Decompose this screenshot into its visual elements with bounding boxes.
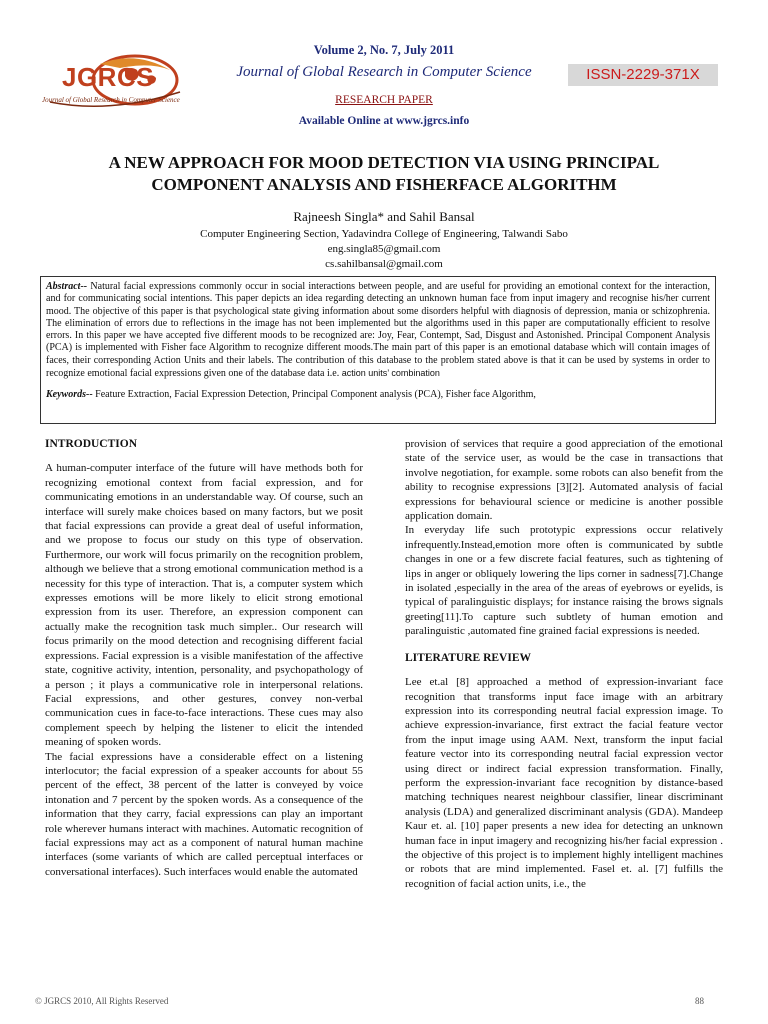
paper-title: A NEW APPROACH FOR MOOD DETECTION VIA USING PRINCIPAL COMPONENT ANALYSIS AND FISHERFACE ALGORITHM bbox=[108, 153, 660, 194]
email-1[interactable]: eng.singla85@gmail.com bbox=[327, 243, 441, 255]
abstract-label: Abstract-- bbox=[46, 281, 88, 292]
logo-wordmark: JGRCS bbox=[62, 62, 155, 92]
journal-header bbox=[0, 0, 768, 135]
keywords bbox=[46, 389, 710, 401]
intro-paragraph-3: provision of services that require a good appreciation of the emotional state of the service user, as would be the case in transactions that involve negotiation, for example. some robots can also benefit from the ability to recognise expressions [3][2]. Automated analysis of facial expressions for behavioural science or medicine is another possible application domain. bbox=[405, 438, 723, 523]
left-column bbox=[45, 437, 363, 879]
section-heading-introduction: INTRODUCTION bbox=[45, 438, 138, 450]
intro-paragraph-2: The facial expressions have a considerable effect on a listening interlocutor; the facial expression of a speaker accounts for about 55 percent of the effect, 38 percent of the latter is conveyed by voice intonation and 7 percent by the spoken words. As a consequence of the information that they carry, facial expressions can play an important role wherever humans interact with machines. Automatic recognition of facial expressions may act as a component of natural human machine interfaces (some variants of which are called perceptual interfaces or conversational interfaces). Such interfaces would enable the automated bbox=[45, 750, 363, 878]
abstract bbox=[46, 281, 710, 380]
email-2[interactable]: cs.sahilbansal@gmail.com bbox=[325, 258, 443, 270]
paper-type: RESEARCH PAPER bbox=[335, 94, 433, 106]
right-column bbox=[405, 437, 723, 891]
section-heading-literature-review: LITERATURE REVIEW bbox=[405, 651, 531, 664]
paper-authors: Rajneesh Singla* and Sahil Bansal bbox=[293, 209, 475, 224]
volume-info: Volume 2, No. 7, July 2011 bbox=[313, 43, 455, 57]
logo-subtitle: Journal of Global Research in Computer Science bbox=[42, 96, 180, 104]
footer-copyright: © JGRCS 2010, All Rights Reserved bbox=[35, 996, 169, 1006]
affiliation: Computer Engineering Section, Yadavindra College of Engineering, Talwandi Sabo bbox=[200, 228, 568, 240]
intro-paragraph-1: A human-computer interface of the future will have methods both for recognizing emotional context from facial expression, and for communicating emotions in an understandable way. Of course, such an interface will surely make choices based on many factors, but we posit that facial expressions can provide a great deal of useful information, and we propose to focus our study on this type of observation. Furthermore, our work will focus primarily on the recognition problem, although we believe that a strong emotional communication method is a necessity for this type of interaction. That is, a computer system which expresses emotions will be more likely to elicit strong emotional expression from its user. Therefore, an expression component can actually make the recognition task much simpler.. Our research will focus primarily on the mood detection and recognising different facial expressions. Facial expression is a visible manifestation of the affective state, cognitive activity, intention, personality, and psychopathology of a person ; it plays a communicative role in interpersonal relations. Facial expressions, and other gestures, convey non-verbal communication cues in face-to-face interactions. These cues may also complement speech by helping the listener to elicit the intended meaning of spoken words. bbox=[45, 462, 363, 749]
journal-name: Journal of Global Research in Computer Science bbox=[236, 64, 532, 80]
page-number: 88 bbox=[695, 996, 704, 1006]
available-online[interactable]: Available Online at www.jgrcs.info bbox=[298, 115, 470, 127]
issn-badge: ISSN-2229-371X bbox=[568, 64, 718, 86]
keywords-label: Keywords-- bbox=[46, 389, 93, 401]
abstract-box bbox=[40, 276, 716, 424]
abstract-text-tail: action units’ combination bbox=[341, 368, 440, 379]
abstract-text: Natural facial expressions commonly occur in social interactions between people, and are useful for providing an emotional context for the interaction, and for communicating social intentions. This paper depicts an idea regarding detecting an unknown human face from input imagery and recognise his/her current mood. The objective of this paper is that psychological state giving information about some disorders helpful with diagnosis of depression, mania or schizophrenia. The elimination of errors due to reflections in the image has not been implemented but the algorithms used in this paper are computationally efficient to resolve errors. In this paper we have accepted five different moods to be recognized are: Joy, Fear, Contempt, Sad, Disgust and Astonished. Principal Component Analysis (PCA) is implemented with Fisher face Algorithm to recognize different moods.The main part of this paper is an emotional database which will contain images of faces, their corresponding Action Units and their labels. The contribution of this database to the problem stated above is that it can be used by systems in order to recognize emotional facial expressions given one of the database data i.e. bbox=[46, 281, 710, 380]
affiliation-block bbox=[0, 227, 768, 272]
intro-paragraph-4: In everyday life such prototypic expressions occur relatively infrequently.Instead,emotion more often is communicated by subtle changes in one or a few discrete facial features, such as tightening of lips in anger or obliquely lowering the lips corner in sadness[7].Change in isolated ,especially in the area of the areas of eyebrows or eyelids, is typical of paralinguistic displays; for instance raising the brows signals greeting[11].To capture such subtlety of human emotion and paralinguistic ,automated fine grained facial expressions is needed. bbox=[405, 524, 723, 638]
literature-paragraph: Lee et.al [8] approached a method of expression-invariant face recognition that transforms input face image with an arbitrary expression into its corresponding neutral facial expression image. To achieve expression-invariance, first extract the facial feature vector from the input image using AAM. Next, transform the input facial feature vector into its corresponding neutral facial expression vector using direct or indirect facial expression transformation. Finally, perform the expression-invariant face recognition by distance-based matching techniques nearest neighbour classifier, linear discriminant analysis (LDA) and generalized discriminant analysis (GDA). Mandeep Kaur et. al. [10] paper presents a new idea for detecting an unknown human face in input imagery and recognizing his/her facial expression . the objective of this project is to implement highly intelligent machines or robots that are mind implemented. Fasel et. al. [7] fulfills the recognition of facial action units, i.e., the bbox=[405, 676, 723, 890]
keywords-text: Feature Extraction, Facial Expression Detection, Principal Component analysis (PCA), Fisher face Algorithm, bbox=[92, 389, 536, 401]
